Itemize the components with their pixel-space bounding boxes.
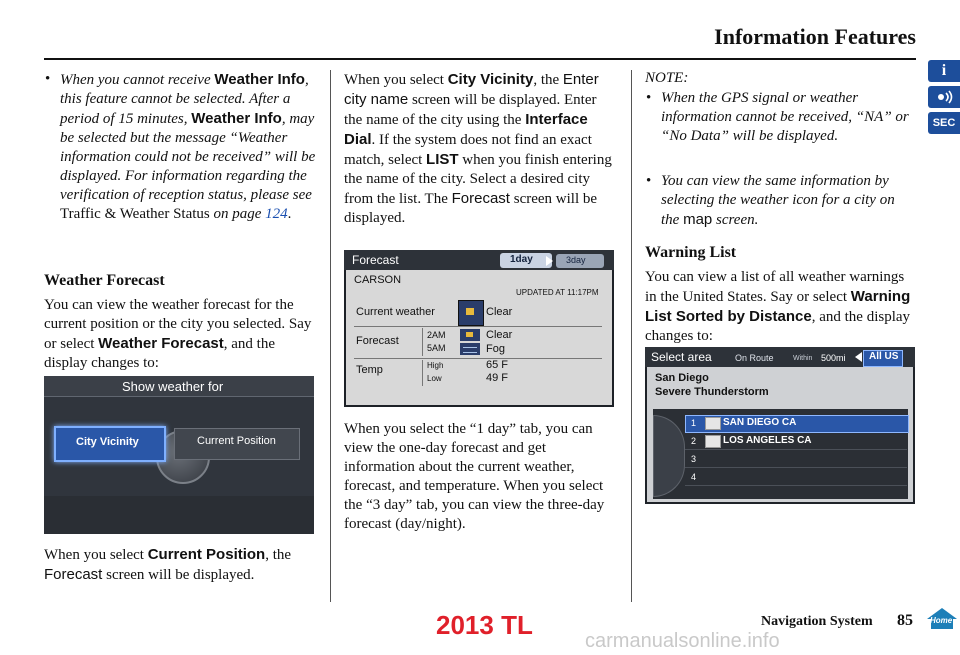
info-icon: i	[941, 62, 947, 79]
forecast-screen	[344, 250, 614, 407]
show-weather-screen	[44, 376, 314, 534]
header-rule	[44, 58, 916, 60]
bullet-text: .	[287, 206, 292, 222]
note-heading: NOTE:	[645, 70, 689, 86]
fog-lines	[463, 347, 477, 353]
bullet-dot: •	[646, 90, 652, 106]
home-label: Home	[930, 616, 953, 625]
column-divider	[631, 70, 632, 602]
row-divider	[354, 358, 602, 359]
sec-nav-button[interactable]	[928, 112, 960, 134]
para-text: , and the display changes to:	[645, 309, 911, 344]
para-text: screen will be displayed.	[102, 567, 255, 583]
enter-city-name-label: Enter city name	[344, 71, 599, 108]
city-vicinity-label: City Vicinity	[76, 436, 139, 448]
forecast-label: Forecast	[451, 190, 510, 207]
temp-kind-high: High	[427, 361, 444, 370]
interface-dial-label: Interface Dial	[344, 111, 588, 148]
voice-nav-button[interactable]	[928, 86, 960, 108]
forecast-row-label: Forecast	[356, 335, 399, 347]
updated-time: UPDATED AT 11:17PM	[516, 288, 599, 297]
tab-3day-label: 3day	[566, 255, 586, 265]
model-label: 2013 TL	[436, 610, 533, 640]
tab-on-route[interactable]: On Route	[735, 353, 774, 363]
tab-arrow-icon	[546, 256, 553, 266]
sec-icon: SEC	[932, 117, 956, 129]
list-row[interactable]	[685, 469, 907, 486]
info-nav-button[interactable]	[928, 60, 960, 82]
screen-bottom-bar	[44, 496, 314, 534]
para-text: , and the display changes to:	[44, 336, 275, 371]
note-item	[645, 172, 910, 230]
warning-icon	[705, 417, 721, 430]
bullet-dot: •	[45, 71, 51, 87]
col1-bullet	[44, 70, 324, 224]
current-weather-label: Current weather	[356, 306, 435, 318]
para-text: screen will be displayed.	[344, 191, 598, 226]
weather-info-label: Weather Info	[191, 110, 282, 127]
forecast-value-2: Fog	[486, 343, 505, 355]
para-text: When you select	[344, 72, 448, 88]
screen-title: Show weather for	[122, 379, 224, 394]
sun-icon	[466, 308, 474, 315]
temp-value-low: 49 F	[486, 372, 509, 384]
row-number: 3	[691, 454, 697, 464]
page-number: 85	[897, 612, 913, 629]
warning-list-sorted-label: Warning List Sorted by Distance	[645, 288, 911, 325]
voice-icon	[928, 86, 960, 108]
para-text: when you finish entering the name of the city. Select a desired city from the list. The	[344, 152, 612, 207]
left-arrow-icon	[855, 352, 862, 362]
row-text: LOS ANGELES CA	[723, 435, 812, 446]
para-text: , the	[533, 72, 563, 88]
list-row[interactable]	[685, 451, 907, 468]
row-number: 1	[691, 418, 697, 428]
bullet-text: , this feature cannot be selected. After a period of 15 minutes,	[60, 72, 309, 127]
forecast-title: Forecast	[352, 253, 399, 267]
warning-icon	[705, 435, 721, 448]
page-title: Information Features	[714, 24, 916, 49]
current-weather-value: Clear	[486, 306, 513, 318]
within-label: Within	[793, 355, 813, 362]
current-position-label: Current Position	[147, 546, 266, 563]
column-divider	[330, 70, 331, 602]
forecast-time-1: 2AM	[427, 330, 446, 340]
watermark: carmanualsonline.info	[585, 630, 780, 652]
warning-list-heading: Warning List	[645, 244, 737, 261]
note-text: When the GPS signal or weather information cannot be received, “NA” or “No Data” will be displayed.	[661, 90, 909, 144]
temp-value-high: 65 F	[486, 359, 509, 371]
traffic-weather-ref: Traffic & Weather Status	[60, 206, 210, 222]
forecast-value-1: Clear	[486, 329, 513, 341]
list-label: LIST	[426, 151, 459, 168]
weather-info-label: Weather Info	[214, 71, 305, 88]
note-item	[645, 89, 910, 146]
sun-icon	[466, 332, 473, 337]
bullet-dot: •	[646, 173, 652, 189]
select-area-screen	[645, 347, 915, 504]
para-text: . If the system does not find an exact match, select	[344, 132, 592, 168]
row-text: SAN DIEGO CA	[723, 417, 797, 428]
para-text: When you select	[44, 547, 148, 563]
note-text: screen.	[712, 212, 759, 228]
current-position-para	[44, 545, 319, 585]
selected-warning-type: Severe Thunderstorm	[655, 386, 769, 398]
row-number: 2	[691, 436, 697, 446]
temp-bracket	[422, 360, 423, 386]
forecast-time-2: 5AM	[427, 343, 446, 353]
weather-forecast-label: Weather Forecast	[98, 335, 224, 352]
city-name: CARSON	[354, 274, 402, 286]
footer-section: Navigation System	[761, 614, 873, 629]
tab-1day-label: 1day	[510, 254, 533, 265]
para-text: , the	[265, 547, 292, 563]
weather-forecast-heading: Weather Forecast	[44, 272, 165, 289]
warning-list-para	[645, 268, 915, 346]
tab-all-us-label: All US	[869, 351, 899, 362]
bullet-text: When you cannot receive	[60, 72, 215, 88]
temp-label: Temp	[356, 364, 383, 376]
row-number: 4	[691, 472, 697, 482]
distance-value: 500mi	[821, 353, 846, 363]
para-text: You can view a list of all weather warnings in the United States. Say or select	[645, 269, 905, 305]
selected-city-name: San Diego	[655, 372, 709, 384]
day-tabs-para: When you select the “1 day” tab, you can view the one-day forecast and get information about the current weather, forecast, and temperature. When you select the “3 day” tab, you can view the three-day forecast (day/night).	[344, 421, 605, 532]
row-divider	[354, 326, 602, 327]
select-area-title: Select area	[651, 350, 712, 364]
temp-kind-low: Low	[427, 374, 442, 383]
bullet-text: , may be selected but the message “Weather information could not be received” will be displayed. For information regarding the verification of reception status, please see	[60, 111, 316, 203]
forecast-bracket	[422, 328, 423, 356]
map-label: map	[683, 211, 713, 228]
weather-forecast-para	[44, 296, 319, 373]
note-text: You can view the same information by selecting the weather icon for a city on the	[661, 173, 895, 228]
home-button[interactable]	[925, 605, 959, 631]
para-text: screen will be displayed. Enter the name of the city using the	[344, 92, 597, 128]
page-link[interactable]: 124	[265, 206, 288, 222]
forecast-label: Forecast	[44, 566, 103, 583]
para-text: You can view the weather forecast for the current position or the city you selected. Say or select	[44, 297, 312, 352]
city-vicinity-label: City Vicinity	[447, 71, 534, 88]
city-vicinity-para	[344, 70, 616, 228]
bullet-text: on page	[209, 206, 266, 222]
current-position-button[interactable]: Current Position	[197, 435, 276, 447]
